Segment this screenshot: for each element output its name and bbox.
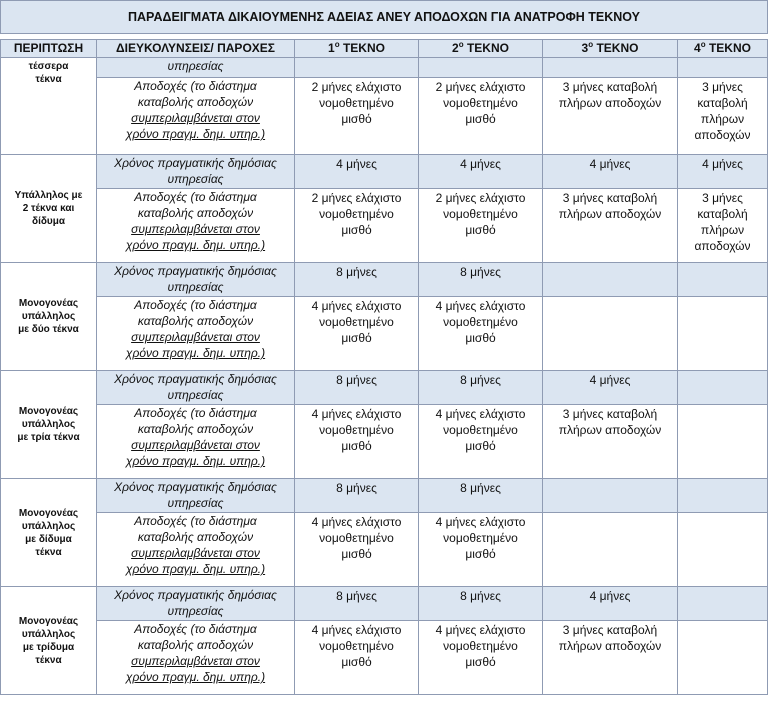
case-line: Μονογονέας (18, 615, 79, 627)
pay-line: νομοθετημένο (443, 96, 518, 110)
pay-line: μισθό (341, 547, 372, 561)
service-cell: 8 μήνες (295, 263, 419, 297)
pay-line: νομοθετημένο (319, 315, 394, 329)
pay-label-cell (97, 189, 295, 263)
pay-label-line: συμπεριλαμβάνεται στον (131, 438, 260, 452)
pay-line: 4 μήνες ελάχιστο (311, 515, 402, 529)
service-label-line: Χρόνος πραγματικής δημόσιας (114, 264, 277, 278)
pay-cell (295, 513, 419, 587)
service-cell: 8 μήνες (419, 479, 543, 513)
header-child-2-sup: ο (458, 40, 464, 49)
pay-cell (678, 513, 768, 587)
header-child-3-text: ΤΕΚΝΟ (593, 41, 639, 55)
pay-line: 4 μήνες ελάχιστο (435, 623, 526, 637)
pay-line: νομοθετημένο (443, 315, 518, 329)
pay-line: 3 μήνες καταβολή (562, 407, 658, 421)
header-child-2 (419, 40, 543, 58)
service-cell: 4 μήνες (678, 155, 768, 189)
case-line: Μονογονέας (18, 298, 79, 309)
pay-label-line: καταβολής αποδοχών (137, 206, 254, 220)
pay-line: 3 μήνες (702, 80, 743, 94)
table-row (1, 58, 768, 78)
service-cell (678, 58, 768, 78)
pay-cell (543, 405, 678, 479)
pay-label-line: καταβολής αποδοχών (137, 95, 254, 109)
case-line: 2 τέκνα και (22, 203, 75, 214)
case-cell (1, 155, 97, 263)
pay-line: μισθό (341, 223, 372, 237)
pay-line: μισθό (465, 112, 496, 126)
case-line: Υπάλληλος με (14, 190, 83, 201)
pay-cell (678, 189, 768, 263)
case-cell (1, 587, 97, 695)
header-child-3 (543, 40, 678, 58)
service-cell: 4 μήνες (295, 155, 419, 189)
service-cell (295, 58, 419, 78)
table-row (1, 263, 768, 297)
table-row (1, 371, 768, 405)
table-row (1, 155, 768, 189)
header-child-1 (295, 40, 419, 58)
pay-cell (543, 297, 678, 371)
pay-line: πλήρων αποδοχών (558, 207, 662, 221)
pay-line: νομοθετημένο (319, 96, 394, 110)
pay-cell (295, 621, 419, 695)
pay-line: 4 μήνες ελάχιστο (435, 515, 526, 529)
header-child-3-num: 3 (581, 41, 589, 55)
pay-cell (678, 78, 768, 155)
table-row (1, 479, 768, 513)
pay-line: 4 μήνες ελάχιστο (311, 407, 402, 421)
pay-label-line: χρόνο πραγμ. δημ. υπηρ.) (125, 670, 266, 684)
service-cell (678, 587, 768, 621)
pay-cell (543, 621, 678, 695)
pay-line: νομοθετημένο (319, 639, 394, 653)
case-line: τέκνα (35, 546, 62, 558)
pay-line: μισθό (465, 331, 496, 345)
pay-line: μισθό (341, 439, 372, 453)
service-cell (543, 263, 678, 297)
pay-line: μισθό (465, 223, 496, 237)
pay-line: μισθό (341, 112, 372, 126)
pay-line: νομοθετημένο (443, 423, 518, 437)
case-line: υπάλληλος (21, 628, 76, 640)
pay-line: νομοθετημένο (319, 423, 394, 437)
case-line: με δύο τέκνα (18, 324, 79, 335)
pay-cell (678, 297, 768, 371)
header-child-4-num: 4 (694, 41, 701, 55)
service-cell (678, 263, 768, 297)
pay-label-line: χρόνο πραγμ. δημ. υπηρ.) (125, 562, 266, 576)
header-case: ΠΕΡΙΠΤΩΣΗ (1, 40, 97, 58)
pay-label-line: συμπεριλαμβάνεται στον (131, 111, 260, 125)
service-label-cell (97, 58, 295, 78)
pay-cell (419, 189, 543, 263)
pay-label-line: συμπεριλαμβάνεται στον (131, 546, 260, 560)
service-label-cell (97, 479, 295, 513)
pay-line: 4 μήνες ελάχιστο (435, 299, 526, 313)
service-label-line: Χρόνος πραγματικής δημόσιας (114, 588, 277, 602)
service-label-cell (97, 263, 295, 297)
pay-label-line: συμπεριλαμβάνεται στον (131, 222, 260, 236)
pay-cell (419, 78, 543, 155)
case-line: τέσσερα (28, 61, 69, 72)
pay-line: πλήρων αποδοχών (558, 423, 662, 437)
table-row (1, 78, 768, 155)
service-label-line: υπηρεσίας (167, 280, 224, 294)
pay-cell (419, 513, 543, 587)
header-provisions: ΔΙΕΥΚΟΛΥΝΣΕΙΣ/ ΠΑΡΟΧΕΣ (97, 40, 295, 58)
case-line: με δίδυμα (25, 533, 72, 545)
pay-line: μισθό (465, 439, 496, 453)
pay-label-cell (97, 78, 295, 155)
pay-line: 3 μήνες καταβολή (562, 623, 658, 637)
pay-line: 4 μήνες ελάχιστο (435, 407, 526, 421)
pay-label-line: καταβολής αποδοχών (137, 638, 254, 652)
pay-label-line: καταβολής αποδοχών (137, 314, 254, 328)
table-row (1, 297, 768, 371)
pay-line: 3 μήνες καταβολή (562, 80, 658, 94)
case-line: τέκνα (35, 74, 62, 85)
service-cell: 4 μήνες (419, 155, 543, 189)
service-cell: 4 μήνες (543, 587, 678, 621)
pay-line: 4 μήνες ελάχιστο (311, 623, 402, 637)
case-cell (1, 263, 97, 371)
case-line: δίδυμα (32, 216, 65, 227)
pay-line: νομοθετημένο (443, 639, 518, 653)
pay-cell (295, 189, 419, 263)
header-child-3-sup: ο (588, 40, 594, 49)
pay-label-line: Αποδοχές (το διάστημα (134, 406, 257, 420)
service-cell: 8 μήνες (295, 479, 419, 513)
pay-line: μισθό (341, 655, 372, 669)
service-cell: 8 μήνες (419, 371, 543, 405)
header-child-1-text: ΤΕΚΝΟ (339, 41, 385, 55)
service-cell: 8 μήνες (419, 263, 543, 297)
case-line: τέκνα (35, 654, 62, 666)
service-label-line: υπηρεσίας (167, 388, 224, 402)
table-row (1, 587, 768, 621)
pay-cell (543, 78, 678, 155)
pay-label-line: χρόνο πραγμ. δημ. υπηρ.) (125, 127, 266, 141)
service-label-line: υπηρεσίας (167, 604, 224, 618)
pay-line: 2 μήνες ελάχιστο (435, 80, 526, 94)
pay-line: αποδοχών (694, 128, 751, 142)
pay-label-cell (97, 621, 295, 695)
pay-label-line: χρόνο πραγμ. δημ. υπηρ.) (125, 454, 266, 468)
table-row (1, 621, 768, 695)
pay-line: 4 μήνες ελάχιστο (311, 299, 402, 313)
pay-line: νομοθετημένο (443, 207, 518, 221)
pay-line: πλήρων αποδοχών (558, 639, 662, 653)
pay-line: αποδοχών (694, 239, 751, 253)
service-label-line: Χρόνος πραγματικής δημόσιας (114, 156, 277, 170)
pay-label-cell (97, 297, 295, 371)
pay-label-line: χρόνο πραγμ. δημ. υπηρ.) (125, 238, 266, 252)
table-row (1, 405, 768, 479)
pay-label-line: Αποδοχές (το διάστημα (134, 298, 257, 312)
pay-label-line: καταβολής αποδοχών (137, 422, 254, 436)
header-child-1-num: 1 (328, 41, 335, 55)
case-line: με τρία τέκνα (17, 432, 80, 443)
service-label-line: Χρόνος πραγματικής δημόσιας (114, 480, 277, 494)
service-cell: 8 μήνες (419, 587, 543, 621)
case-line: με τρίδυμα (22, 641, 75, 653)
service-label-line: Χρόνος πραγματικής δημόσιας (114, 372, 277, 386)
header-child-2-text: ΤΕΚΝΟ (463, 41, 509, 55)
pay-line: 3 μήνες καταβολή (562, 191, 658, 205)
pay-label-line: Αποδοχές (το διάστημα (134, 190, 257, 204)
pay-label-line: Αποδοχές (το διάστημα (134, 514, 257, 528)
pay-cell (678, 405, 768, 479)
column-header-row (1, 40, 768, 58)
service-cell (543, 58, 678, 78)
service-label-cell (97, 155, 295, 189)
case-cell (1, 58, 97, 155)
case-line: υπάλληλος (21, 520, 76, 532)
pay-line: μισθό (341, 331, 372, 345)
pay-label-line: συμπεριλαμβάνεται στον (131, 654, 260, 668)
pay-cell (419, 297, 543, 371)
pay-line: νομοθετημένο (319, 207, 394, 221)
pay-label-cell (97, 405, 295, 479)
service-label-cell (97, 587, 295, 621)
pay-cell (543, 513, 678, 587)
pay-label-line: Αποδοχές (το διάστημα (134, 622, 257, 636)
pay-label-cell (97, 513, 295, 587)
pay-line: νομοθετημένο (443, 531, 518, 545)
header-child-1-sup: ο (334, 40, 340, 49)
service-label-line: υπηρεσίας (167, 59, 224, 73)
case-line: υπάλληλος (21, 311, 76, 322)
pay-line: πλήρων (700, 223, 745, 237)
table-row (1, 513, 768, 587)
pay-line: 3 μήνες (702, 191, 743, 205)
service-cell: 8 μήνες (295, 587, 419, 621)
pay-cell (678, 621, 768, 695)
service-label-line: υπηρεσίας (167, 172, 224, 186)
pay-line: 2 μήνες ελάχιστο (435, 191, 526, 205)
pay-line: καταβολή (697, 96, 748, 110)
service-cell (678, 371, 768, 405)
service-cell (419, 58, 543, 78)
pay-line: μισθό (465, 547, 496, 561)
pay-cell (295, 297, 419, 371)
pay-cell (295, 405, 419, 479)
pay-line: πλήρων αποδοχών (558, 96, 662, 110)
header-child-4-text: ΤΕΚΝΟ (705, 41, 751, 55)
service-label-line: υπηρεσίας (167, 496, 224, 510)
pay-line: καταβολή (697, 207, 748, 221)
pay-cell (543, 189, 678, 263)
service-cell: 4 μήνες (543, 371, 678, 405)
service-cell (543, 479, 678, 513)
case-line: Μονογονέας (18, 406, 79, 417)
pay-label-line: συμπεριλαμβάνεται στον (131, 330, 260, 344)
service-label-cell (97, 371, 295, 405)
pay-label-line: καταβολής αποδοχών (137, 530, 254, 544)
pay-line: νομοθετημένο (319, 531, 394, 545)
pay-line: 2 μήνες ελάχιστο (311, 191, 402, 205)
case-line: Μονογονέας (18, 507, 79, 519)
pay-line: 2 μήνες ελάχιστο (311, 80, 402, 94)
pay-label-line: Αποδοχές (το διάστημα (134, 79, 257, 93)
case-cell (1, 371, 97, 479)
header-child-2-num: 2 (452, 41, 459, 55)
pay-cell (295, 78, 419, 155)
header-child-4 (678, 40, 768, 58)
pay-cell (419, 405, 543, 479)
service-cell: 8 μήνες (295, 371, 419, 405)
service-cell: 4 μήνες (543, 155, 678, 189)
header-child-4-sup: ο (700, 40, 706, 49)
case-line: υπάλληλος (21, 419, 76, 430)
case-cell (1, 479, 97, 587)
pay-cell (419, 621, 543, 695)
table-title: ΠΑΡΑΔΕΙΓΜΑΤΑ ΔΙΚΑΙΟΥΜΕΝΗΣ ΑΔΕΙΑΣ ΑΝΕΥ ΑΠΟΔΟΧΩΝ ΓΙΑ ΑΝΑΤΡΟΦΗ ΤΕΚΝΟΥ (1, 1, 768, 34)
table-row (1, 189, 768, 263)
pay-line: πλήρων (700, 112, 745, 126)
pay-line: μισθό (465, 655, 496, 669)
service-cell (678, 479, 768, 513)
pay-label-line: χρόνο πραγμ. δημ. υπηρ.) (125, 346, 266, 360)
